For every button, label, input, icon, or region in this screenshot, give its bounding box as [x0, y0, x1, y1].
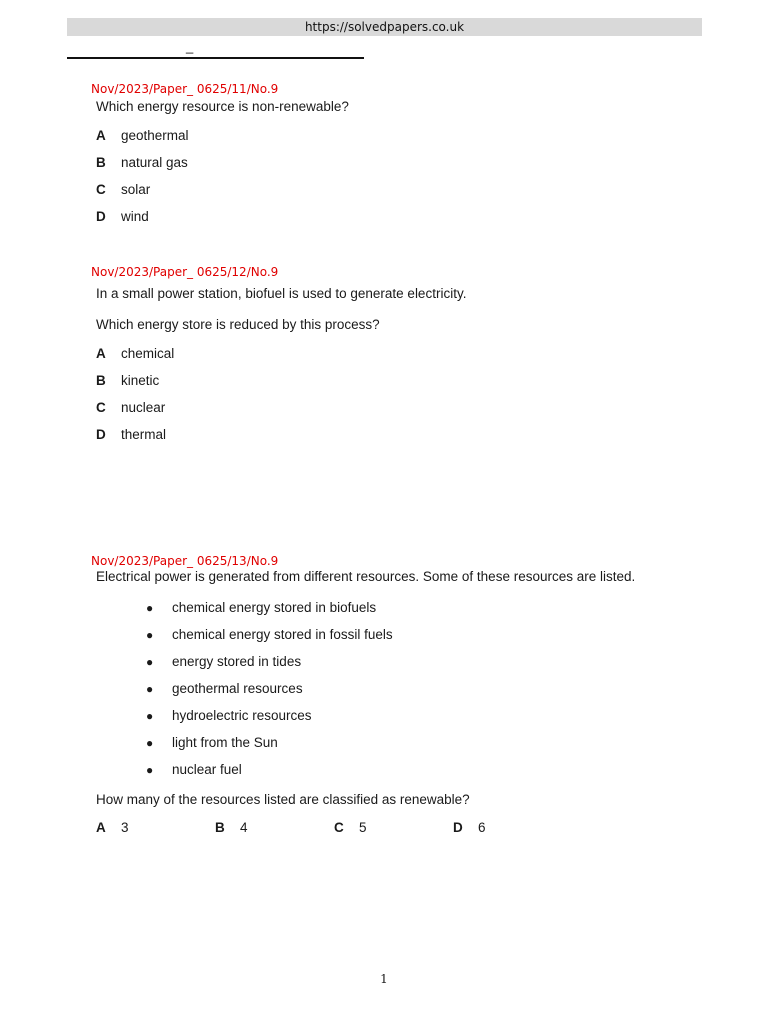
header-mark: _ [186, 39, 194, 54]
option-letter: B [96, 373, 106, 388]
option-letter: B [215, 820, 225, 835]
bullet-dot: ● [146, 601, 154, 615]
option-text: geothermal [121, 128, 189, 143]
header-rule [67, 57, 364, 59]
option-text: 5 [359, 820, 367, 835]
bullet-dot: ● [146, 682, 154, 696]
header-url[interactable]: https://solvedpapers.co.uk [304, 20, 465, 34]
resource-text: geothermal resources [172, 681, 303, 696]
resource-text: energy stored in tides [172, 654, 302, 669]
option-letter: C [96, 400, 106, 415]
option-text: solar [121, 182, 151, 197]
option-letter: B [96, 155, 106, 170]
option-text: 6 [478, 820, 486, 835]
bullet-dot: ● [146, 709, 154, 723]
option-text: chemical [121, 346, 175, 361]
q3-reference: Nov/2023/Paper_ 0625/13/No.9 [91, 554, 279, 568]
option-text: 3 [121, 820, 129, 835]
option-letter: D [96, 427, 106, 442]
q3-question: How many of the resources listed are classified as renewable? [96, 792, 470, 807]
option-text: wind [121, 209, 149, 224]
q3-intro: Electrical power is generated from different resources. Some of these resources are listed. [96, 569, 636, 584]
bullet-dot: ● [146, 763, 154, 777]
q2-intro: In a small power station, biofuel is used to generate electricity. [96, 286, 467, 301]
header-url-bar [67, 18, 702, 36]
option-text: natural gas [121, 155, 188, 170]
bullet-dot: ● [146, 655, 154, 669]
resource-text: light from the Sun [172, 735, 278, 750]
q1-question: Which energy resource is non-renewable? [96, 99, 349, 114]
option-letter: C [334, 820, 344, 835]
bullet-dot: ● [146, 628, 154, 642]
option-text: thermal [121, 427, 167, 442]
resource-text: nuclear fuel [172, 762, 242, 777]
resource-text: chemical energy stored in biofuels [172, 600, 377, 615]
option-letter: D [96, 209, 106, 224]
option-text: 4 [240, 820, 248, 835]
option-letter: D [453, 820, 463, 835]
resource-text: chemical energy stored in fossil fuels [172, 627, 393, 642]
option-text: kinetic [121, 373, 160, 388]
option-letter: A [96, 346, 106, 361]
q2-reference: Nov/2023/Paper_ 0625/12/No.9 [91, 265, 279, 279]
page-number: 1 [380, 972, 388, 986]
bullet-dot: ● [146, 736, 154, 750]
option-letter: A [96, 820, 106, 835]
option-letter: C [96, 182, 106, 197]
q1-reference: Nov/2023/Paper_ 0625/11/No.9 [91, 82, 279, 96]
option-text: nuclear [121, 400, 166, 415]
option-letter: A [96, 128, 106, 143]
q2-question: Which energy store is reduced by this process? [96, 317, 380, 332]
resource-text: hydroelectric resources [172, 708, 312, 723]
